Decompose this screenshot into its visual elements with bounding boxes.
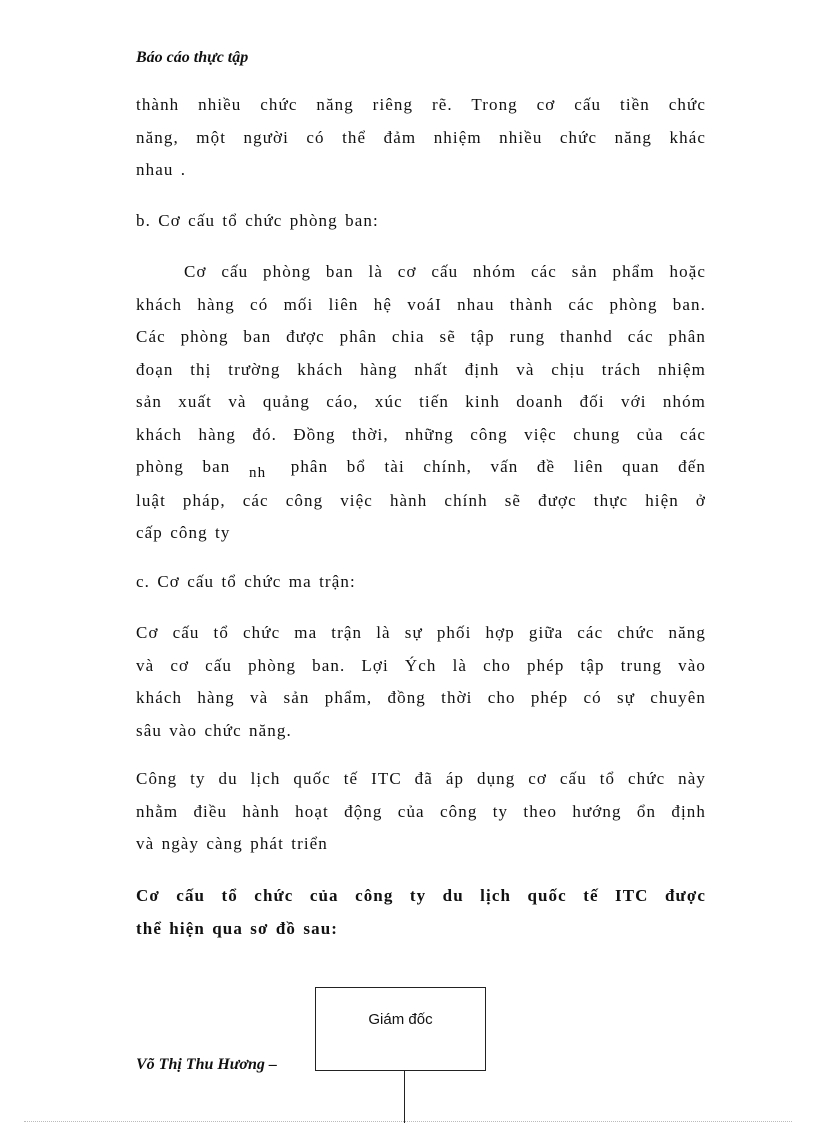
text-line: Cơ cấu phòng ban là cơ cấu nhóm các sản phẩm hoặc [184, 262, 706, 281]
org-chart-director-box [315, 987, 486, 1071]
section-heading: c. Cơ cấu tổ chức ma trận: [136, 572, 356, 591]
text-fragment: phòng ban [136, 457, 231, 476]
heading-matrix-structure [136, 566, 706, 599]
text-line: nhằm điều hành hoạt động của công ty theo hướng ổn định [136, 801, 706, 821]
heading-department-structure [136, 205, 706, 238]
text-fragment: phân bổ tài chính, vấn đề liên quan đến [290, 457, 706, 476]
paragraph-department-structure [136, 256, 706, 550]
page-header: Báo cáo thực tập [136, 49, 249, 66]
paragraph-itc-application [136, 763, 706, 861]
org-chart-connector-line [404, 1071, 405, 1123]
text-line: đoạn thị trường khách hàng nhất định và chịu trách nhiệm [136, 359, 706, 379]
text-line: và cơ cấu phòng ban. Lợi Ých là cho phép tập trung vào [136, 655, 706, 675]
text-line: sản xuất và quảng cáo, xúc tiến kinh doanh đối với nhóm [136, 392, 706, 411]
paragraph-org-chart-intro [136, 880, 706, 945]
text-line: thành nhiều chức năng riêng rẽ. Trong cơ cấu tiền chức [136, 95, 706, 114]
org-chart-director-label: Giám đốc [368, 1011, 433, 1028]
text-line: luật pháp, các công việc hành chính sẽ được thực hiện ở [136, 490, 706, 510]
text-line: khách hàng đó. Đồng thời, những công việc chung của các [136, 424, 706, 444]
subscript-fragment: nh [248, 465, 267, 481]
text-line: khách hàng có mối liên hệ voáI nhau thành các phòng ban. [136, 294, 706, 314]
paragraph-functional-continued [136, 89, 706, 187]
text-line: Cơ cấu tổ chức của công ty du lịch quốc tế ITC được [136, 886, 706, 905]
section-heading: b. Cơ cấu tổ chức phòng ban: [136, 211, 379, 230]
page-bottom-rule [24, 1121, 792, 1122]
text-line: sâu vào chức năng. [136, 720, 292, 740]
text-line: Các phòng ban được phân chia sẽ tập rung thanhd các phân [136, 327, 706, 346]
text-line [136, 451, 706, 485]
text-line: nhau . [136, 160, 187, 179]
text-line: Công ty du lịch quốc tế ITC đã áp dụng cơ cấu tổ chức này [136, 769, 706, 788]
paragraph-matrix-structure [136, 617, 706, 747]
text-line: Cơ cấu tổ chức ma trận là sự phối hợp giữa các chức năng [136, 623, 706, 642]
text-line: khách hàng và sản phẩm, đồng thời cho phép có sự chuyên [136, 688, 706, 707]
page-footer: Võ Thị Thu Hương – [136, 1056, 277, 1073]
text-line: năng, một người có thể đảm nhiệm nhiều chức năng khác [136, 127, 706, 147]
text-line: và ngày càng phát triển [136, 834, 328, 853]
text-line: cấp công ty [136, 523, 231, 542]
text-line: thể hiện qua sơ đồ sau: [136, 918, 339, 938]
